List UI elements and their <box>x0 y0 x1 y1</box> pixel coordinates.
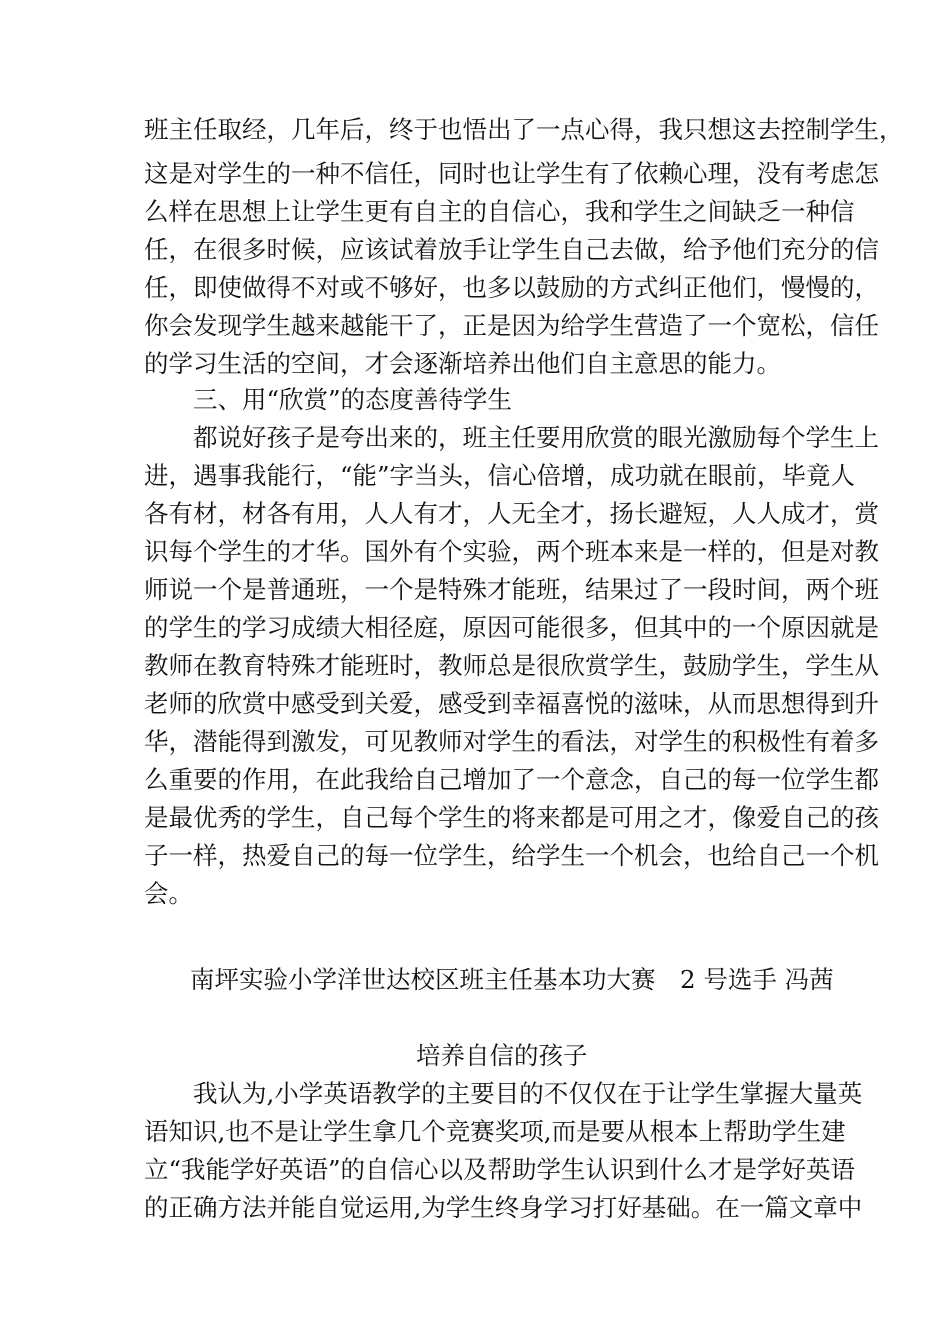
paragraph-line: 么样在思想上让学生更有自主的自信心，我和学生之间缺乏一种信 <box>144 197 855 226</box>
paragraph-line: 华，潜能得到激发，可见教师对学生的看法，对学生的积极性有着多 <box>144 727 879 756</box>
paragraph-line: 这是对学生的一种不信任，同时也让学生有了依赖心理，没有考虑怎 <box>144 159 879 188</box>
paragraph-line: 立“我能学好英语”的自信心以及帮助学生认识到什么才是学好英语 <box>144 1155 856 1184</box>
paragraph-line: 你会发现学生越来越能干了，正是因为给学生营造了一个宽松，信任 <box>144 311 879 340</box>
paragraph-line: 会。 <box>144 879 193 908</box>
paragraph-line: 教师在教育特殊才能班时，教师总是很欣赏学生，鼓励学生，学生从 <box>144 651 879 680</box>
paragraph-line: 语知识,也不是让学生拿几个竞赛奖项,而是要从根本上帮助学生建 <box>144 1117 846 1146</box>
paragraph-line: 都说好孩子是夸出来的，班主任要用欣赏的眼光激励每个学生上 <box>193 423 879 452</box>
paragraph-line: 么重要的作用，在此我给自己增加了一个意念，自己的每一位学生都 <box>144 765 879 794</box>
paragraph-line: 是最优秀的学生，自己每个学生的将来都是可用之才，像爱自己的孩 <box>144 803 879 832</box>
section-heading: 三、用“欣赏”的态度善待学生 <box>193 385 513 414</box>
paragraph-line: 各有材，材各有用，人人有才，人无全才，扬长避短，人人成才，赏 <box>144 499 879 528</box>
paragraph-line: 班主任取经，几年后，终于也悟出了一点心得，我只想这去控制学生， <box>144 115 904 144</box>
paragraph-line: 进，遇事我能行，“能”字当头，信心倍增，成功就在眼前，毕竟人 <box>144 461 856 490</box>
paragraph-line: 任，即使做得不对或不够好，也多以鼓励的方式纠正他们，慢慢的， <box>144 273 879 302</box>
paragraph-line: 任，在很多时候，应该试着放手让学生自己去做，给予他们充分的信 <box>144 235 879 264</box>
paragraph-line: 子一样，热爱自己的每一位学生，给学生一个机会，也给自己一个机 <box>144 841 879 870</box>
paragraph-line: 师说一个是普通班，一个是特殊才能班，结果过了一段时间，两个班 <box>144 575 879 604</box>
article-title: 培养自信的孩子 <box>416 1041 588 1070</box>
paragraph-line: 我认为,小学英语教学的主要目的不仅仅在于让学生掌握大量英 <box>193 1079 863 1108</box>
paragraph-line: 的学生的学习成绩大相径庭，原因可能很多，但其中的一个原因就是 <box>144 613 879 642</box>
paragraph-line: 的正确方法并能自觉运用,为学生终身学习打好基础。在一篇文章中 <box>144 1193 863 1222</box>
paragraph-line: 识每个学生的才华。国外有个实验，两个班本来是一样的，但是对教 <box>144 537 879 566</box>
paragraph-line: 老师的欣赏中感受到关爱，感受到幸福喜悦的滋味，从而思想得到升 <box>144 689 879 718</box>
paragraph-line: 的学习生活的空间，才会逐渐培养出他们自主意思的能力。 <box>144 349 781 378</box>
byline: 南坪实验小学洋世达校区班主任基本功大赛 2 号选手 冯茜 <box>190 965 834 994</box>
